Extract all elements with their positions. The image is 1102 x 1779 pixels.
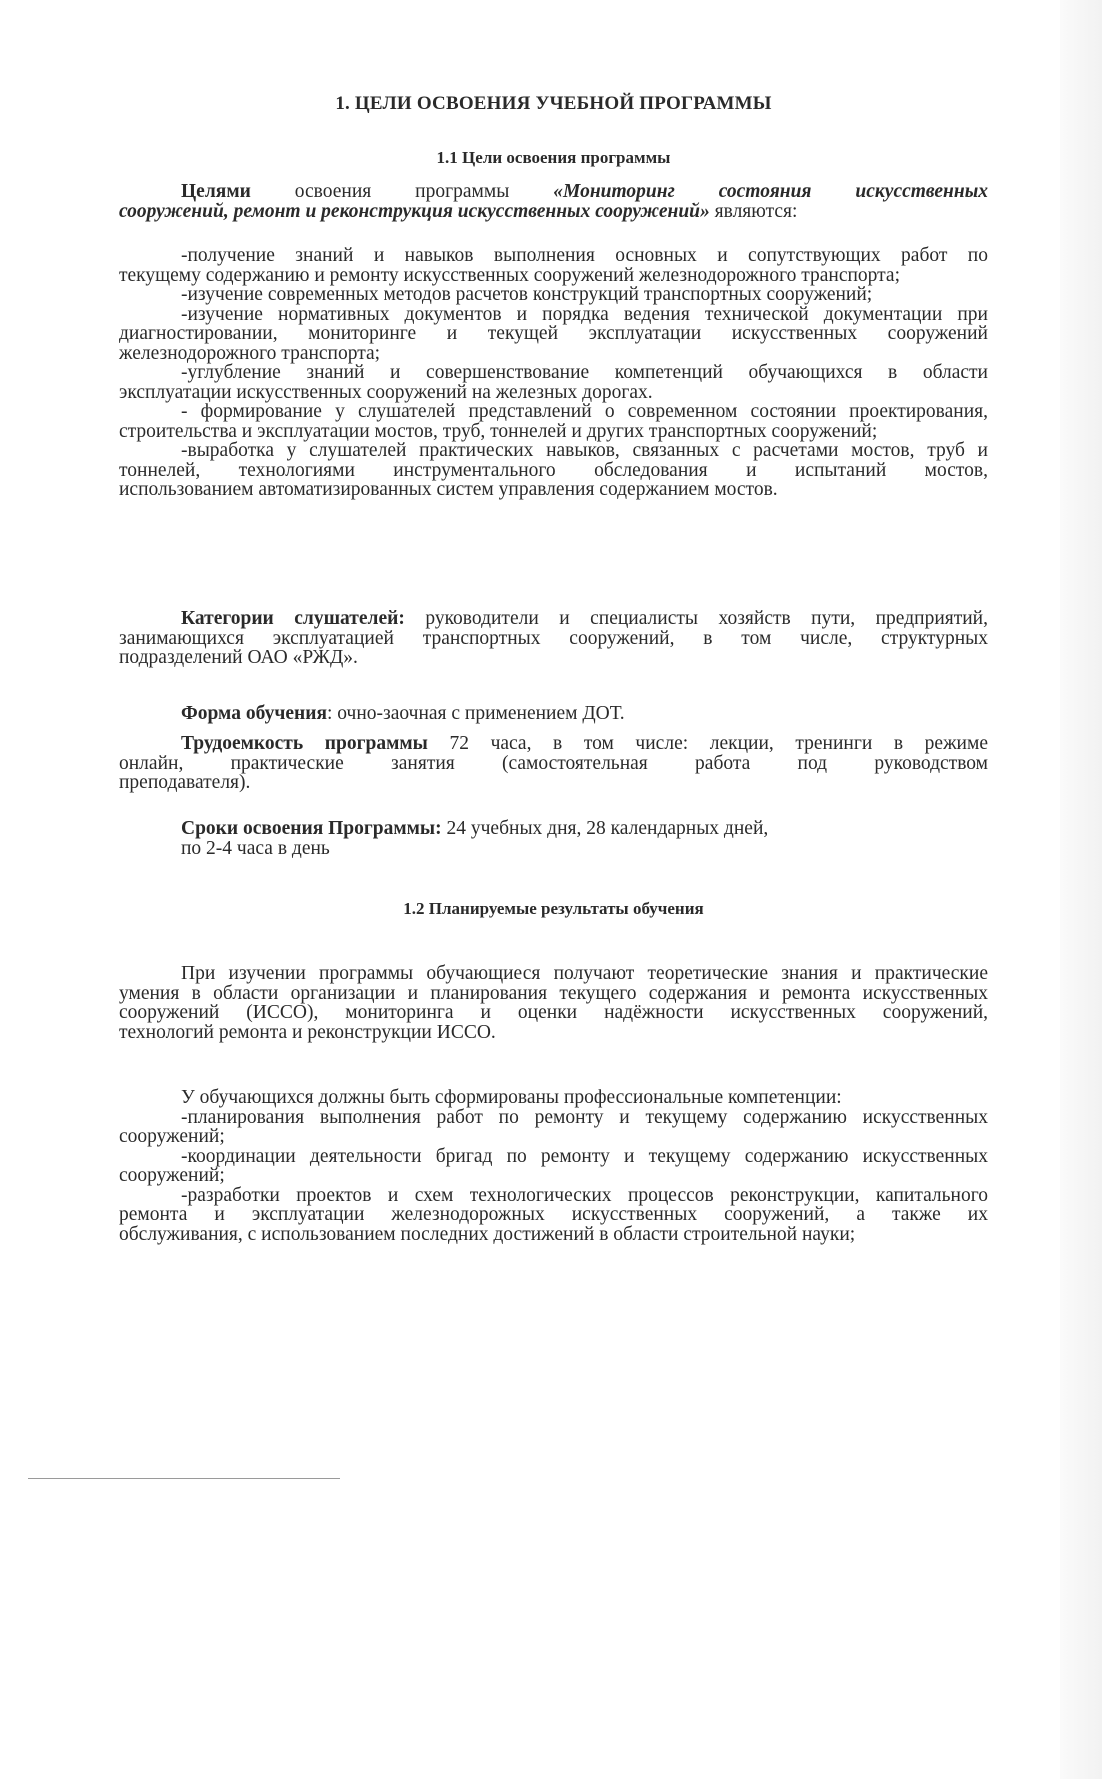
text-run: -изучение нормативных документов и порядка ведения технической документации при <box>181 303 988 325</box>
text-line <box>119 979 988 1004</box>
text-run: железнодорожного транспорта; <box>119 342 381 364</box>
text-line <box>119 1199 988 1225</box>
text-line <box>119 457 988 481</box>
text-run: являются: <box>709 200 798 222</box>
text-run: подразделений ОАО «РЖД». <box>119 647 358 668</box>
emphasized-text: Целями <box>181 181 251 202</box>
text-run: освоения программы <box>250 181 554 202</box>
text-run: эксплуатации искусственных сооружений на железных дорогах. <box>119 381 653 403</box>
paragraph <box>119 437 988 500</box>
program-workload <box>119 729 988 793</box>
paragraph <box>119 1102 988 1147</box>
paragraph <box>119 301 988 364</box>
text-line <box>119 262 988 286</box>
text-run: ремонта и эксплуатации железнодорожных искусственных сооружений, а также их <box>119 1204 988 1225</box>
text-line <box>119 837 988 857</box>
text-line <box>119 418 988 442</box>
paragraph <box>119 959 988 1043</box>
text-run: При изучении программы обучающиеся получают теоретические знания и практические <box>181 963 988 984</box>
text-line <box>119 749 988 774</box>
text-run: технологий ремонта и реконструкции ИССО. <box>119 1021 496 1043</box>
results-intro <box>119 959 988 1043</box>
competencies-list <box>119 1082 988 1245</box>
study-form <box>119 699 988 724</box>
paragraph <box>119 1141 988 1186</box>
page-title: 1. ЦЕЛИ ОСВОЕНИЯ УЧЕБНОЙ ПРОГРАММЫ <box>335 93 772 114</box>
text-run: онлайн, практические занятия (самостоятельная работа под руководством <box>119 752 988 774</box>
text-line <box>119 1102 988 1128</box>
paragraph <box>119 281 988 305</box>
paragraph <box>119 242 988 286</box>
text-run: 72 часа, в том числе: лекции, тренинги в режиме <box>427 733 988 754</box>
text-run: умения в области организации и планирования текущего содержания и ремонта искусственных <box>119 982 988 1004</box>
text-run: -выработка у слушателей практических навыков, связанных с расчетами мостов, труб и <box>181 440 988 461</box>
text-line <box>119 301 988 325</box>
paragraph <box>119 174 988 222</box>
paragraph <box>119 1180 988 1245</box>
text-run: текущему содержанию и ремонту искусственных сооружений железнодорожного транспорта; <box>119 264 900 286</box>
text-run: -получение знаний и навыков выполнения основных и сопутствующих работ по <box>181 245 988 266</box>
text-run: руководители и специалисты хозяйств пути, предприятий, <box>404 608 988 629</box>
listener-categories <box>119 604 988 668</box>
text-line <box>119 242 988 266</box>
text-run: тоннелей, технологиями инструментального обследования и испытаний мостов, <box>119 459 988 481</box>
text-line <box>119 624 988 649</box>
text-run: -планирования выполнения работ по ремонту и текущему содержанию искусственных <box>181 1106 988 1128</box>
text-run: обслуживания, с использованием последних достижений в области строительной науки; <box>119 1223 856 1245</box>
text-run: диагностировании, мониторинге и текущей эксплуатации искусственных сооружений <box>119 323 988 344</box>
text-line <box>119 604 988 629</box>
text-run: занимающихся эксплуатацией транспортных сооружений, в том числе, структурных <box>119 627 988 649</box>
text-line <box>119 174 988 202</box>
paragraph <box>119 1082 988 1108</box>
text-line <box>119 437 988 461</box>
emphasized-text: Форма обучения <box>181 703 328 724</box>
paragraph <box>119 837 988 857</box>
text-line <box>119 1180 988 1206</box>
paragraph <box>119 699 988 724</box>
goals-list <box>119 242 988 500</box>
text-line <box>119 729 988 754</box>
text-line <box>119 959 988 984</box>
scan-edge-shadow <box>1060 0 1102 1779</box>
emphasized-text: сооружений, ремонт и реконструкция искусственных сооружений» <box>119 200 710 222</box>
paragraph <box>119 729 988 793</box>
text-run: -изучение современных методов расчетов конструкций транспортных сооружений; <box>181 284 873 305</box>
text-run: сооружений; <box>119 1165 225 1186</box>
program-terms <box>119 817 988 859</box>
text-line <box>119 398 988 422</box>
text-run: строительства и эксплуатации мостов, труб, тоннелей и других транспортных сооружений; <box>119 420 878 442</box>
emphasized-text: Категории слушателей: <box>181 608 405 629</box>
text-line <box>119 998 988 1023</box>
text-line <box>119 359 988 383</box>
text-run: : очно-заочная с применением ДОТ. <box>327 703 625 724</box>
text-run: сооружений; <box>119 1126 225 1147</box>
text-run: преподавателя). <box>119 772 251 793</box>
text-run: У обучающихся должны быть сформированы профессиональные компетенции: <box>181 1087 842 1108</box>
text-run: -углубление знаний и совершенствование компетенций обучающихся в области <box>181 362 988 383</box>
text-run: -координации деятельности бригад по ремонту и текущему содержанию искусственных <box>181 1145 988 1167</box>
text-line <box>119 817 988 837</box>
text-run: -разработки проектов и схем технологических процессов реконструкции, капитального <box>181 1184 988 1206</box>
text-line <box>119 1082 988 1108</box>
text-run: 24 учебных дня, 28 календарных дней, <box>441 818 769 839</box>
text-line <box>119 1141 988 1167</box>
section-heading-1-1: 1.1 Цели освоения программы <box>436 148 671 167</box>
text-line <box>119 281 988 305</box>
text-run: сооружений (ИССО), мониторинга и оценки надёжности искусственных сооружений, <box>119 1002 988 1023</box>
text-run: использованием автоматизированных систем управления содержанием мостов. <box>119 479 778 500</box>
footnote-divider <box>28 1478 340 1479</box>
goals-intro <box>119 174 988 222</box>
paragraph <box>119 398 988 442</box>
paragraph <box>119 604 988 668</box>
text-run: - формирование у слушателей представлений о современном состоянии проектирования, <box>181 401 988 422</box>
paragraph <box>119 359 988 403</box>
text-line <box>119 320 988 344</box>
section-heading-1-2: 1.2 Планируемые результаты обучения <box>403 899 704 918</box>
text-run: по 2-4 часа в день <box>181 837 330 859</box>
text-line <box>119 699 988 724</box>
emphasized-text: Трудоемкость программы <box>181 733 428 754</box>
emphasized-text: «Мониторинг состояния искусственных <box>553 181 988 202</box>
paragraph <box>119 817 988 837</box>
emphasized-text: Сроки освоения Программы: <box>181 818 442 839</box>
